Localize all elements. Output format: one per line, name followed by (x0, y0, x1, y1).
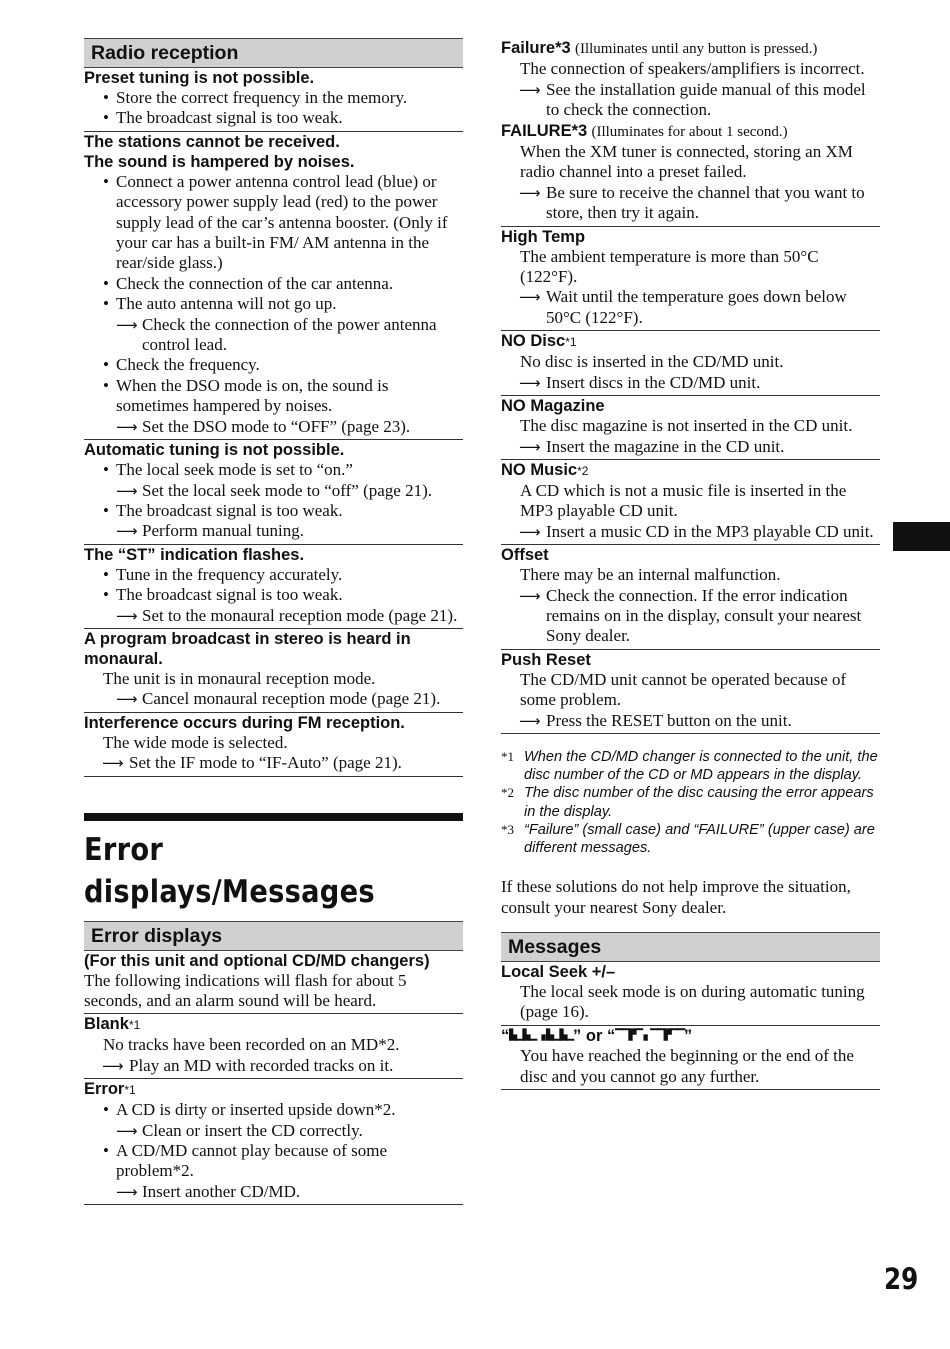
block-title: Push Reset (501, 650, 591, 669)
arrow-item: ⟶ Check the connection. If the error indication remains on in the display, consult your nearest Sony dealer. (519, 585, 862, 646)
bullet: • Connect a power antenna control lead (blue) or accessory power supply lead (red) to the power supply lead of the car’s antenna booster. (Only if your car has a built-in FM/ AM antenna in the rear/side glass.) (84, 172, 463, 274)
block-text: No disc is inserted in the CD/MD unit. (520, 352, 784, 372)
block-text: No tracks have been recorded on an MD*2. (103, 1035, 400, 1055)
block-text: The wide mode is selected. (103, 732, 288, 752)
arrow-icon: ⟶ (102, 754, 124, 773)
arrow-icon: ⟶ (519, 437, 541, 456)
block-title: NO Disc*1 (501, 332, 577, 351)
block-title: FAILURE*3 (Illuminates for about 1 second.) (501, 121, 788, 140)
block-title: Failure*3 (Illuminates until any button is pressed.) (501, 39, 818, 57)
block-title: High Temp (501, 227, 586, 246)
bullet: • When the DSO mode is on, the sound is sometimes hampered by noises. (84, 376, 463, 417)
block-text: The connection of speakers/amplifiers is incorrect. (520, 59, 865, 79)
block-text: The CD/MD unit cannot be operated because of some problem. (520, 669, 847, 710)
arrow-icon: ⟶ (519, 586, 541, 605)
footnotes (501, 748, 880, 857)
error-offset (501, 545, 880, 650)
arrow-item: ⟶ Press the RESET button on the unit. (519, 710, 792, 730)
block-text: The ambient temperature is more than 50°C (122°F). (520, 246, 819, 287)
page-title: Error displays/Messages (84, 831, 375, 910)
error-nodisc (501, 331, 880, 396)
block-title: The “ST” indication flashes. (84, 545, 305, 564)
error-hightemp (501, 227, 880, 332)
block-title: A program broadcast in stereo is heard in monaural. (84, 629, 411, 668)
arrow-item: ⟶ Play an MD with recorded tracks on it. (102, 1055, 394, 1075)
block-title: The stations cannot be received. (84, 132, 340, 151)
block-title: NO Music*2 (501, 460, 589, 479)
arrow-item: ⟶ Check the connection of the power antenna control lead. (116, 314, 437, 355)
arrow-icon: ⟶ (116, 522, 138, 541)
block-title: Blank*1 (84, 1015, 141, 1034)
block-title: “▙▁▙▁ ▗ ▙▁▙▁” or “▔▔▛▔ ▖▔▔▛▔▔” (501, 1026, 693, 1045)
arrow-item: ⟶ See the installation guide manual of this model to check the connection. (519, 79, 866, 120)
arrow-icon: ⟶ (519, 711, 541, 730)
arrow-icon: ⟶ (519, 373, 541, 392)
arrow-item: ⟶ Be sure to receive the channel that you want to store, then try it again. (519, 182, 865, 223)
section-heading-errors: Error displays (84, 921, 463, 951)
error-pushreset (501, 650, 880, 734)
arrow-item: ⟶ Insert discs in the CD/MD unit. (519, 372, 761, 392)
title-rule (84, 813, 463, 821)
error-error (84, 1079, 463, 1205)
block-text: When the XM tuner is connected, storing an XM radio channel into a preset failed. (520, 142, 853, 182)
arrow-icon: ⟶ (116, 315, 138, 334)
bullet: • The local seek mode is set to “on.” (84, 460, 463, 480)
block-title: Preset tuning is not possible. (84, 69, 315, 87)
arrow-icon: ⟶ (116, 481, 138, 500)
arrow-item: ⟶ Insert a music CD in the MP3 playable CD unit. (519, 521, 874, 541)
arrow-icon: ⟶ (116, 606, 138, 625)
radio-block-auto (84, 440, 463, 545)
bullet: • A CD is dirty or inserted upside down*2. (84, 1100, 463, 1120)
radio-block-stereo (84, 629, 463, 713)
block-title: (For this unit and optional CD/MD changers) (84, 951, 430, 970)
arrow-item: ⟶ Set to the monaural reception mode (page 21). (116, 605, 458, 625)
block-title: Interference occurs during FM reception. (84, 713, 405, 732)
bullet: • A CD/MD cannot play because of some problem*2. (84, 1141, 463, 1182)
arrow-item: ⟶ Set the DSO mode to “OFF” (page 23). (116, 416, 411, 436)
section-tab-marker (893, 522, 950, 551)
page-number: 29 (884, 1262, 919, 1296)
bullet: • The broadcast signal is too weak. (84, 585, 463, 605)
arrow-icon: ⟶ (519, 183, 541, 202)
section-heading-messages: Messages (501, 932, 880, 962)
arrow-item: ⟶ Set the local seek mode to “off” (page 21). (116, 480, 432, 500)
arrow-item: ⟶ Wait until the temperature goes down below 50°C (122°F). (519, 287, 847, 327)
block-text: The local seek mode is on during automatic tuning (page 16). (520, 982, 865, 1022)
error-nomusic (501, 460, 880, 545)
radio-block-st (84, 545, 463, 629)
arrow-icon: ⟶ (102, 1056, 124, 1075)
footnote: *2 The disc number of the disc causing the error appears in the display. (501, 785, 874, 820)
block-text: The following indications will flash for about 5 seconds, and an alarm sound will be heard. (84, 970, 407, 1010)
left-column (84, 38, 463, 1205)
block-title: Local Seek +/– (501, 963, 616, 981)
radio-block-interference (84, 713, 463, 777)
error-nomagazine (501, 396, 880, 460)
arrow-icon: ⟶ (116, 690, 138, 709)
bullet: • Store the correct frequency in the memory. (84, 88, 463, 108)
block-text: A CD which is not a music file is inserted in the MP3 playable CD unit. (520, 480, 847, 521)
block-title: Offset (501, 546, 549, 565)
closing-text: If these solutions do not help improve the situation, consult your nearest Sony dealer. (501, 877, 851, 917)
error-blank (84, 1014, 463, 1079)
arrow-icon: ⟶ (519, 80, 541, 99)
arrow-item: ⟶ Set the IF mode to “IF-Auto” (page 21). (102, 753, 402, 773)
message-edge (501, 1026, 880, 1090)
block-text: You have reached the beginning or the end of the disc and you cannot go any further. (520, 1046, 854, 1086)
arrow-icon: ⟶ (116, 417, 138, 436)
block-text: There may be an internal malfunction. (520, 565, 781, 585)
bullet: • The broadcast signal is too weak. (84, 108, 463, 128)
segment-display-top: ▔▔▛▔ ▖▔▔▛▔▔ (615, 1030, 684, 1042)
arrow-item: ⟶ Perform manual tuning. (116, 521, 304, 541)
arrow-item: ⟶ Insert the magazine in the CD unit. (519, 436, 785, 456)
block-title: Error*1 (84, 1080, 136, 1099)
arrow-item: ⟶ Cancel monaural reception mode (page 21). (116, 689, 441, 709)
bullet: • Check the connection of the car antenna. (84, 274, 463, 294)
radio-block-stations (84, 132, 463, 440)
message-localseek (501, 962, 880, 1026)
segment-display-bottom: ▙▁▙▁ ▗ ▙▁▙▁ (509, 1030, 574, 1042)
block-title: NO Magazine (501, 397, 605, 416)
bullet: • The auto antenna will not go up. (84, 294, 463, 314)
footnote: *3 “Failure” (small case) and “FAILURE” (upper case) are different messages. (501, 821, 875, 856)
arrow-icon: ⟶ (519, 522, 541, 541)
bullet: • Check the frequency. (84, 355, 463, 375)
bullet: • The broadcast signal is too weak. (84, 501, 463, 521)
arrow-icon: ⟶ (116, 1121, 138, 1140)
arrow-item: ⟶ Insert another CD/MD. (116, 1181, 301, 1201)
footnote: *1 When the CD/MD changer is connected to the unit, the disc number of the CD or MD appears in the display. (501, 748, 878, 784)
arrow-icon: ⟶ (519, 288, 541, 307)
section-heading-radio: Radio reception (84, 38, 463, 68)
radio-block-preset (84, 68, 463, 132)
arrow-item: ⟶ Clean or insert the CD correctly. (116, 1120, 363, 1140)
block-title: The sound is hampered by noises. (84, 152, 355, 171)
block-text: The disc magazine is not inserted in the CD unit. (520, 416, 853, 436)
error-failure (501, 38, 880, 227)
block-title: Automatic tuning is not possible. (84, 441, 345, 460)
errors-intro (84, 951, 463, 1015)
bullet: • Tune in the frequency accurately. (84, 565, 463, 585)
arrow-icon: ⟶ (116, 1182, 138, 1201)
right-column (501, 38, 880, 1090)
block-text: The unit is in monaural reception mode. (103, 668, 376, 688)
